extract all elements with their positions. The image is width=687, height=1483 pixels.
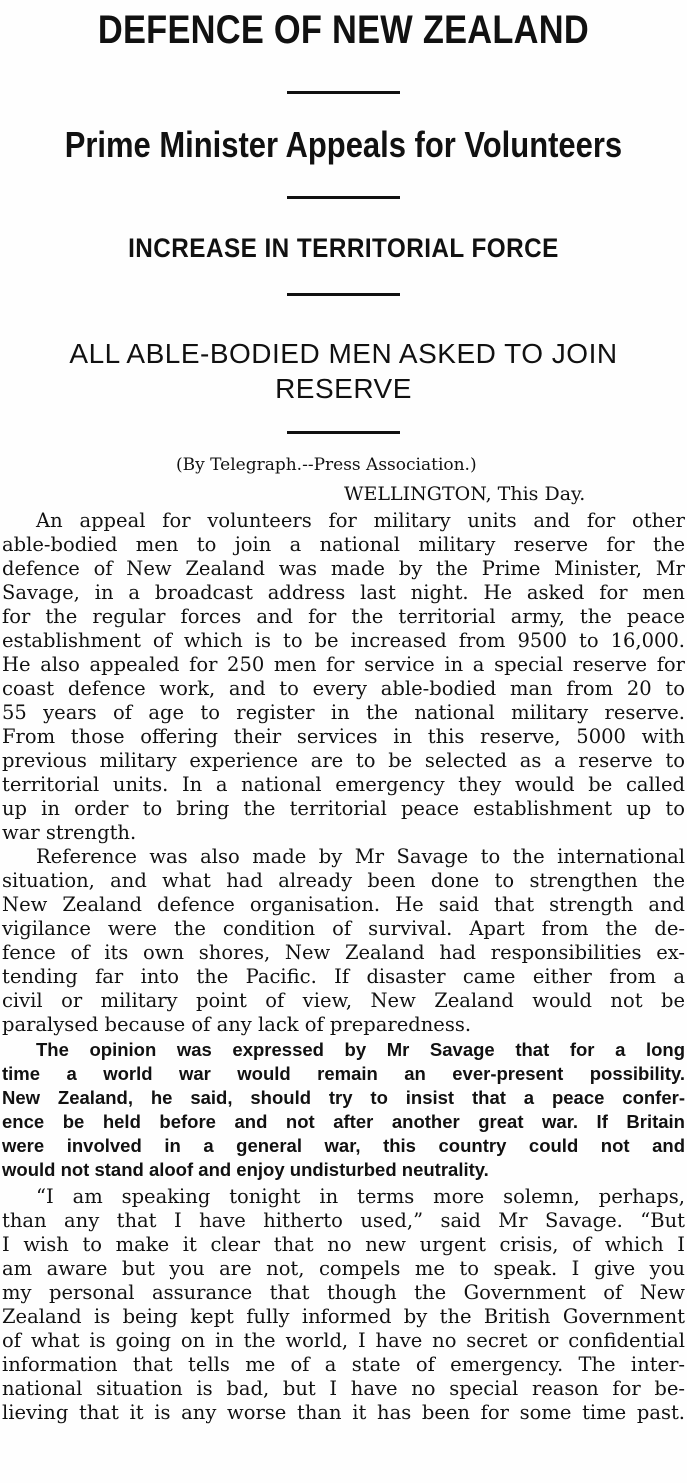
article-line: Zealand is being kept fully informed by the British Government	[2, 1305, 685, 1328]
article-line: situation, and what had already been done to strengthen the	[2, 869, 685, 892]
article-line: up in order to bring the territorial peace establishment up to	[2, 797, 685, 820]
article-line: for the regular forces and for the territorial army, the peace	[2, 605, 685, 628]
article-line: paralysed because of any lack of preparedness.	[2, 1013, 472, 1036]
article-line: territorial units. In a national emergency they would be called	[2, 773, 685, 796]
subheadline: Prime Minister Appeals for Volunteers	[64, 124, 623, 165]
article-line: New Zealand defence organisation. He said that strength and	[2, 893, 685, 916]
article-line: fence of its own shores, New Zealand had responsibilities ex-	[2, 941, 685, 964]
article-line: tending far into the Pacific. If disaster came either from a	[2, 965, 685, 988]
article-line-bold: ence be held before and not after another great war. If Britain	[2, 1111, 685, 1132]
article-line-bold: were involved in a general war, this country could not and	[2, 1135, 685, 1156]
deck-divider	[287, 293, 400, 296]
article-line: He also appealed for 250 men for service in a special reserve for	[2, 653, 685, 676]
subdeck-line-1: ALL ABLE-BODIED MEN ASKED TO JOIN	[69, 338, 618, 369]
dateline: WELLINGTON, This Day.	[344, 483, 586, 505]
deck: INCREASE IN TERRITORIAL FORCE	[128, 233, 559, 263]
article-line: civil or military point of view, New Zealand would not be	[2, 989, 685, 1012]
article-line: am aware but you are not, compels me to speak. I give you	[2, 1257, 685, 1280]
wire-credit: (By Telegraph.--Press Association.)	[176, 455, 477, 475]
article-line: An appeal for volunteers for military units and for other	[36, 509, 685, 532]
article-line: my personal assurance that though the Government of New	[2, 1281, 685, 1304]
article-line: From those offering their services in this reserve, 5000 with	[2, 725, 685, 748]
article-line: war strength.	[2, 821, 137, 844]
subdeck-line-2: RESERVE	[275, 373, 412, 404]
article-line-bold: The opinion was expressed by Mr Savage that for a long	[36, 1039, 685, 1060]
headline: DEFENCE OF NEW ZEALAND	[97, 8, 589, 52]
subdeck-divider	[287, 431, 400, 434]
article-line: previous military experience are to be selected as a reserve to	[2, 749, 685, 772]
article-line: information that tells me of a state of emergency. The inter-	[2, 1353, 685, 1376]
article-line: 55 years of age to register in the national military reserve.	[2, 701, 685, 724]
article-line-bold: New Zealand, he said, should try to insist that a peace confer-	[2, 1087, 685, 1108]
article-line-bold: time a world war would remain an ever-present possibility.	[2, 1063, 685, 1084]
subheadline-divider	[287, 196, 400, 199]
article-line: Reference was also made by Mr Savage to the international	[36, 845, 685, 868]
article-line: I wish to make it clear that no new urgent crisis, of which I	[2, 1233, 685, 1256]
article-line: establishment of which is to be increased from 9500 to 16,000.	[2, 629, 685, 652]
article-line: defence of New Zealand was made by the Prime Minister, Mr	[2, 557, 685, 580]
article-line: national situation is bad, but I have no special reason for be-	[2, 1377, 685, 1400]
article-line: of what is going on in the world, I have no secret or confidential	[2, 1329, 685, 1352]
article-line: vigilance were the condition of survival. Apart from the de-	[2, 917, 685, 940]
article-line: than any that I have hitherto used,” said Mr Savage. “But	[2, 1209, 685, 1232]
article-line: coast defence work, and to every able-bodied man from 20 to	[2, 677, 685, 700]
article-line: lieving that it is any worse than it has been for some time past.	[2, 1401, 685, 1424]
headline-divider	[287, 91, 400, 94]
article-line: Savage, in a broadcast address last night. He asked for men	[2, 581, 685, 604]
article-line: “I am speaking tonight in terms more solemn, perhaps,	[36, 1185, 685, 1208]
article-line: able-bodied men to join a national military reserve for the	[2, 533, 685, 556]
article-line-bold: would not stand aloof and enjoy undisturbed neutrality.	[2, 1159, 489, 1180]
